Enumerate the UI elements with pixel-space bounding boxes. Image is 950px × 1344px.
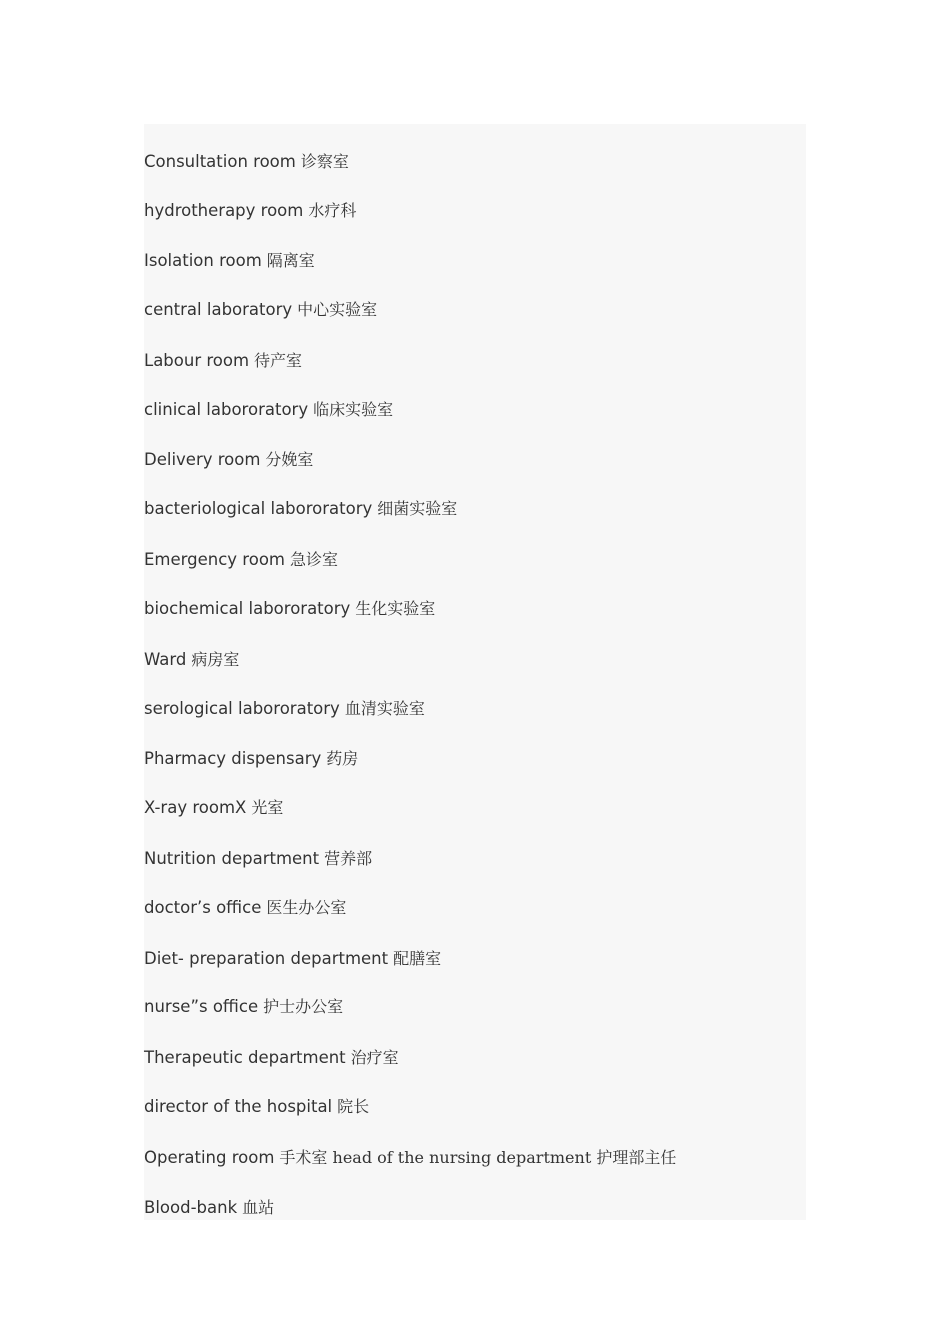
term-english: hydrotherapy room xyxy=(144,201,304,220)
term-english: director of the hospital xyxy=(144,1097,333,1116)
term-line xyxy=(144,150,349,174)
term-chinese: 光室 xyxy=(251,798,284,817)
term-english: clinical labororatory xyxy=(144,400,309,419)
term-english: serological labororatory xyxy=(144,699,340,718)
term-line xyxy=(144,199,356,223)
term-chinese: 水疗科 xyxy=(308,201,357,220)
term-english: Emergency room xyxy=(144,550,285,569)
term-line xyxy=(144,947,441,971)
document-content-block xyxy=(144,124,806,1220)
term-english: X-ray roomX xyxy=(144,798,247,817)
term-english: central laboratory xyxy=(144,300,293,319)
term-chinese: 待产室 xyxy=(254,351,303,370)
term-chinese: 治疗室 xyxy=(350,1048,399,1067)
term-chinese: 院长 xyxy=(337,1097,370,1116)
term-english: Nutrition department xyxy=(144,849,320,868)
term-english: Isolation room xyxy=(144,251,262,270)
term-chinese: 营养部 xyxy=(324,849,373,868)
term-chinese: 配膳室 xyxy=(393,949,442,968)
term-english: nurse”s office xyxy=(144,997,259,1016)
term-chinese: 临床实验室 xyxy=(313,400,394,419)
term-line xyxy=(144,995,343,1019)
term-english: Pharmacy dispensary xyxy=(144,749,322,768)
term-chinese: 药房 xyxy=(326,749,359,768)
term-line xyxy=(144,697,425,721)
term-chinese: 细菌实验室 xyxy=(377,499,458,518)
term-chinese: 病房室 xyxy=(191,650,240,669)
term-line xyxy=(144,1196,274,1220)
term-english: doctor’s office xyxy=(144,898,262,917)
term-chinese: 隔离室 xyxy=(266,251,315,270)
term-english: Labour room xyxy=(144,351,250,370)
term-chinese: 血清实验室 xyxy=(344,699,425,718)
term-line xyxy=(144,398,393,422)
term-line xyxy=(144,648,239,672)
term-chinese: 护士办公室 xyxy=(263,997,344,1016)
term-line xyxy=(144,747,358,771)
term-english: bacteriological labororatory xyxy=(144,499,373,518)
term-line xyxy=(144,1046,399,1070)
term-chinese: 分娩室 xyxy=(265,450,314,469)
term-chinese: 医生办公室 xyxy=(266,898,347,917)
term-english: Delivery room xyxy=(144,450,261,469)
term-line xyxy=(144,548,338,572)
term-line xyxy=(144,249,315,273)
term-line xyxy=(144,1146,676,1170)
term-line xyxy=(144,597,435,621)
term-english: Diet- preparation department xyxy=(144,949,389,968)
term-english: Blood-bank xyxy=(144,1198,238,1217)
term-english: Operating room xyxy=(144,1148,275,1167)
term-chinese: 手术室 head of the nursing department 护理部主任 xyxy=(279,1148,677,1167)
term-chinese: 生化实验室 xyxy=(355,599,436,618)
term-chinese: 急诊室 xyxy=(290,550,339,569)
term-line xyxy=(144,847,372,871)
term-line xyxy=(144,298,377,322)
term-chinese: 中心实验室 xyxy=(297,300,378,319)
term-english: Therapeutic department xyxy=(144,1048,346,1067)
term-chinese: 诊察室 xyxy=(300,152,349,171)
term-line xyxy=(144,896,346,920)
term-line xyxy=(144,497,457,521)
term-line xyxy=(144,796,283,820)
term-line xyxy=(144,1095,369,1119)
term-english: Ward xyxy=(144,650,187,669)
term-chinese: 血站 xyxy=(242,1198,275,1217)
term-line xyxy=(144,448,313,472)
term-english: Consultation room xyxy=(144,152,296,171)
term-english: biochemical labororatory xyxy=(144,599,351,618)
term-line xyxy=(144,349,302,373)
